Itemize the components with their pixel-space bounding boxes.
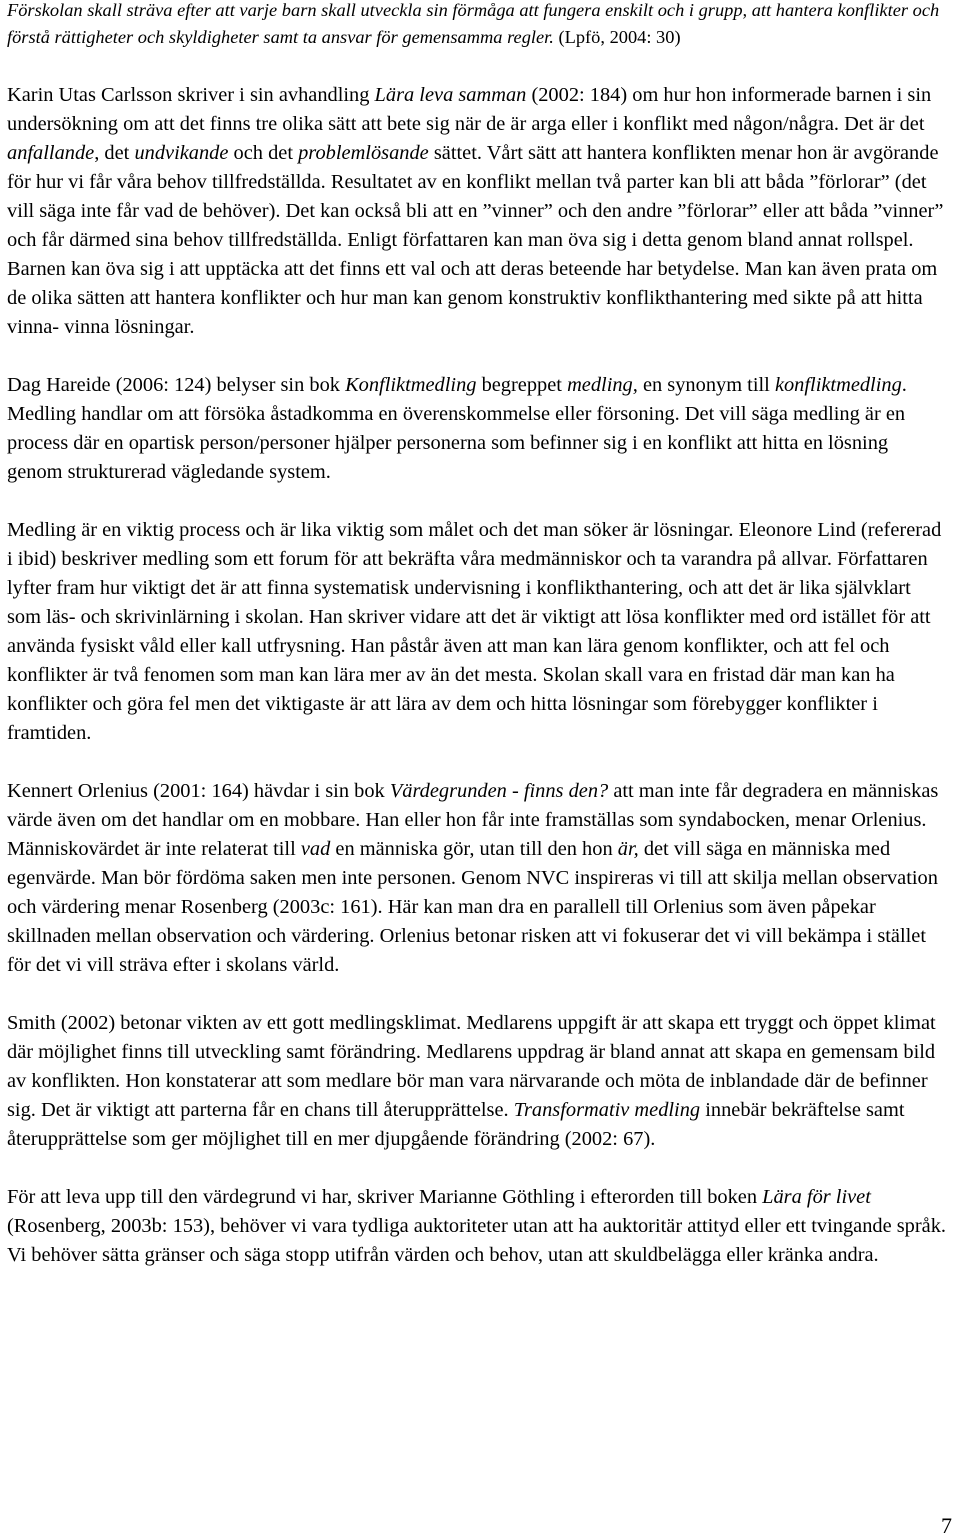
text-segment: Kennert Orlenius (2001: 164) hävdar i sin bok — [7, 780, 390, 802]
book-title: Värdegrunden - finns den? — [389, 780, 609, 802]
emphasis-term: är, — [617, 838, 639, 860]
text-segment: Dag Hareide (2006: 124) belyser sin bok — [7, 374, 346, 396]
book-title: Lära leva samman — [374, 84, 527, 106]
emphasis-term: vad — [300, 838, 331, 860]
text-segment: att man inte får degradera en människas värde även om det handlar om en mobbare. Han eller hon får inte framställas som syndabocken, menar Orlenius. Människovärdet är inte relaterat till — [7, 780, 939, 860]
text-segment: För att leva upp till den värdegrund vi har, skriver Marianne Göthling i efterorden till boken — [7, 1186, 763, 1208]
text-segment: (Rosenberg, 2003b: 153), behöver vi vara tydliga auktoriteter utan att ha auktoritär attityd eller ett tvingande språk. Vi behöver sätta gränser och säga stopp utifrån värden och behov, utan att skuldbelägga eller kränka andra. — [7, 1215, 947, 1266]
paragraph-gap — [7, 51, 946, 81]
curriculum-citation: (Lpfö, 2004: 30) — [553, 26, 681, 47]
text-segment: en synonym till — [637, 374, 775, 396]
emphasis-term: undvikande — [134, 142, 229, 164]
paragraph-medling — [7, 516, 946, 748]
paragraph-hareide — [7, 371, 946, 487]
curriculum-quote-paragraph — [7, 0, 946, 51]
text-segment: Medling är en viktig process och är lika viktig som målet och det man söker är lösningar. Eleonore Lind (refererad i ibid) beskriver medling som ett forum för att bekräfta våra medmänniskor och ta varandra på allvar. Författaren lyfter fram hur viktigt det är att finna systematisk undervisning i konflikthantering, och att det är lika självklart som läs- och skrivinlärning i skolan. Han skriver vidare att det är viktigt att lösa konflikter med ord istället för att använda fysiskt våld eller kall utfrysning. Han påstår även att man kan lära genom konflikter, och att fel och konflikter är två fenomen som man kan lära mer av än det mesta. Skolan skall vara en fristad där man kan ha konflikter och göra fel men det viktigaste är att lära av dem och hitta lösningar som förebygger konflikter i framtiden. — [7, 519, 942, 744]
curriculum-quote: Förskolan skall sträva efter att varje barn skall utveckla sin förmåga att fungera enskilt och i grupp, att hantera konflikter och förstå rättigheter och skyldigheter samt ta ansvar för gemensamma regler. — [7, 0, 940, 47]
emphasis-term: konfliktmedling — [774, 374, 902, 396]
body-text — [7, 0, 946, 1270]
book-title: Lära för livet — [762, 1186, 871, 1208]
emphasis-term: medling, — [567, 374, 638, 396]
emphasis-term: problemlösande — [298, 142, 429, 164]
text-segment: innebär bekräftelse samt återupprättelse som ger möjlighet till en mer djupgående förändring (2002: 67). — [7, 1099, 905, 1150]
text-segment: , det — [94, 142, 135, 164]
paragraph-orlenius — [7, 777, 946, 980]
text-segment: begreppet — [476, 374, 568, 396]
text-segment: det vill säga en människa med egenvärde. Man bör fördöma saken men inte personen. Genom NVC inspireras vi till att skilja mellan observation och värdering menar Rosenberg (2003c: 161). Här kan man dra en parallell till Orlenius som även påpekar skillnaden mellan observation och värdering. Orlenius betonar risken att vi fokuserar det vi vill bekämpa i stället för det vi vill sträva efter i skolans värld. — [7, 838, 938, 976]
paragraph-smith — [7, 1009, 946, 1154]
text-segment: och det — [228, 142, 299, 164]
paragraph-gothling — [7, 1183, 946, 1270]
text-segment: (2002: 184) om hur hon informerade barnen i sin undersökning om att det finns tre olika sätt att bete sig när de är arga eller i konflikt med någon/några. Det är det — [7, 84, 932, 135]
page-number: 7 — [941, 1513, 952, 1538]
emphasis-term: Transformativ medling — [513, 1099, 701, 1121]
text-segment: Karin Utas Carlsson skriver i sin avhandling — [7, 84, 375, 106]
book-title: Konfliktmedling — [345, 374, 477, 396]
paragraph-utas-carlsson — [7, 81, 946, 342]
text-segment: sättet. Vårt sätt att hantera konflikten menar hon är avgörande för hur vi får våra behov tillfredställda. Resultatet av en konflikt mellan två parter kan bli att båda ”förlorar” (det vill säga inte får vad de behöver). Det kan också bli att en ”vinner” och den andre ”förlorar” eller att båda ”vinner” och får därmed sina behov tillfredställda. Enligt författaren kan man öva sig i detta genom bland annat rollspel. Barnen kan öva sig i att upptäcka att det finns ett val och att deras beteende har betydelse. Man kan även prata om de olika sätten att hantera konflikter och hur man kan genom konstruktiv konflikthantering med sikte på att hitta vinna- vinna lösningar. — [7, 142, 944, 338]
text-segment: . Medling handlar om att försöka åstadkomma en överenskommelse eller försoning. Det vill säga medling är en process där en opartisk person/personer hjälper personerna som befinner sig i en konflikt att hitta en lösning genom strukturerad vägledande system. — [7, 374, 907, 483]
text-segment: en människa gör, utan till den hon — [330, 838, 618, 860]
emphasis-term: anfallande — [7, 142, 95, 164]
text-segment: Smith (2002) betonar vikten av ett gott medlingsklimat. Medlarens uppgift är att skapa ett tryggt och öppet klimat där möjlighet finns till utveckling samt förändring. Medlarens uppdrag är bland annat att skapa en gemensam bild av konflikten. Hon konstaterar att som medlare bör man vara närvarande och möta de inblandade där de befinner sig. Det är viktigt att parterna får en chans till återupprättelse. — [7, 1012, 936, 1121]
